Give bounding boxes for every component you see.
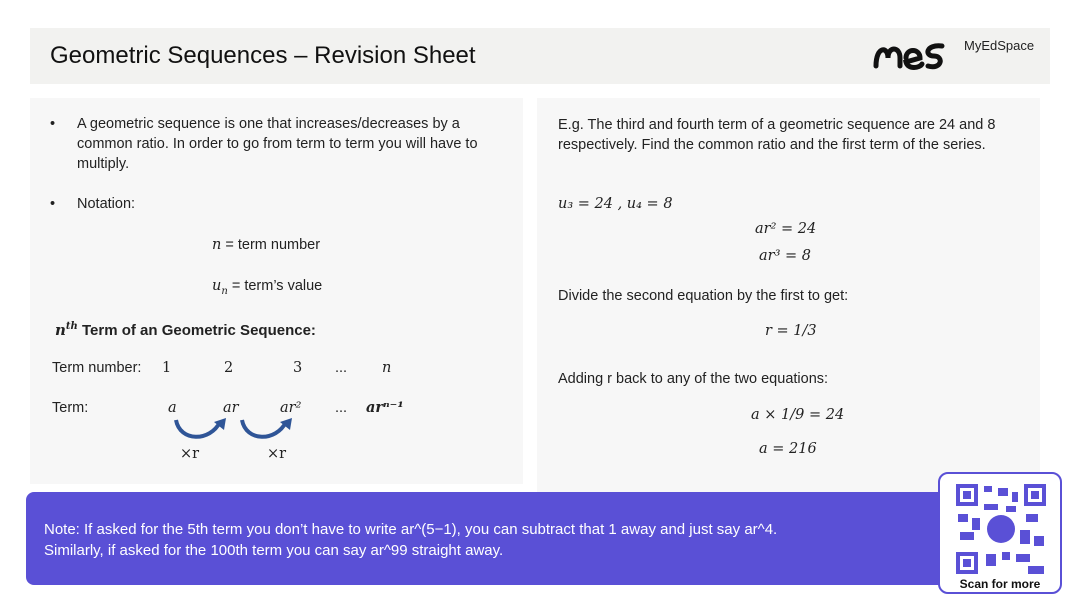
term-number-3: 3 [293, 360, 303, 376]
equation-1: ar² = 24 [755, 221, 817, 237]
notation-card: • A geometric sequence is one that increases/decreases by a common ratio. In order to go from term to term you will have to multiply. • Notation: n = term number $u_n$ = term’s value $n^{th}$ Term of an Geometric Sequence: Term number: 1 2 3 ... n Term: a ar ar² ... arⁿ⁻¹ ×r ×r [30, 98, 523, 484]
term-ellipsis: ... [335, 400, 348, 416]
section-heading: Term of an Geometric Sequence: [81, 322, 316, 339]
page-title: Geometric Sequences – Revision Sheet [50, 42, 476, 69]
multiplier-label-2: ×r [267, 446, 287, 462]
equation-3: a × 1/9 = 24 [751, 407, 845, 423]
qr-code-card[interactable] [938, 472, 1062, 594]
scan-label: Scan for more [959, 577, 1041, 591]
adding-instruction: Adding r back to any of the two equations: [558, 371, 829, 387]
given-values: u₃ = 24 , u₄ = 8 [558, 196, 673, 212]
un-definition: = term’s value [231, 278, 323, 294]
qr-code-icon [956, 484, 1046, 574]
term-number-ellipsis: ... [335, 360, 348, 376]
term-n: arⁿ⁻¹ [366, 399, 404, 416]
term-number-1: 1 [162, 360, 172, 376]
term-number-n: n [382, 360, 392, 376]
definition-text: A geometric sequence is one that increases/decreases by a common ratio. In order to go from term to term you will have to multiply. [77, 116, 478, 172]
n-definition: = term number [225, 237, 321, 253]
term-3: ar² [280, 400, 302, 416]
multiply-arrows-icon [170, 416, 310, 446]
note-line-2: Similarly, if asked for the 100th term you can say ar^99 straight away. [44, 542, 504, 559]
divide-instruction: Divide the second equation by the first to get: [558, 288, 849, 304]
note-line-1: Note: If asked for the 5th term you don’t have to write ar^(5−1), you can subtract that 1 away and just say ar^4. [44, 521, 778, 538]
equation-2: ar³ = 8 [759, 248, 811, 264]
example-card [537, 98, 1040, 492]
brand-name: MyEdSpace [964, 38, 1035, 53]
notation-label: Notation: [77, 196, 136, 212]
note-banner [26, 492, 1016, 585]
term-label: Term: [52, 400, 89, 416]
term-number-label: Term number: [52, 360, 142, 376]
header-bar [30, 28, 1050, 84]
myedspace-logo-icon [872, 36, 962, 76]
example-question: E.g. The third and fourth term of a geometric sequence are 24 and 8 respectively. Find the common ratio and the first term of the series. [558, 117, 996, 153]
term-number-2: 2 [224, 360, 234, 376]
multiplier-label-1: ×r [180, 446, 200, 462]
a-result: a = 216 [759, 441, 817, 457]
r-result: r = 1/3 [765, 323, 817, 339]
term-2: ar [223, 400, 239, 416]
term-1: a [168, 400, 177, 416]
